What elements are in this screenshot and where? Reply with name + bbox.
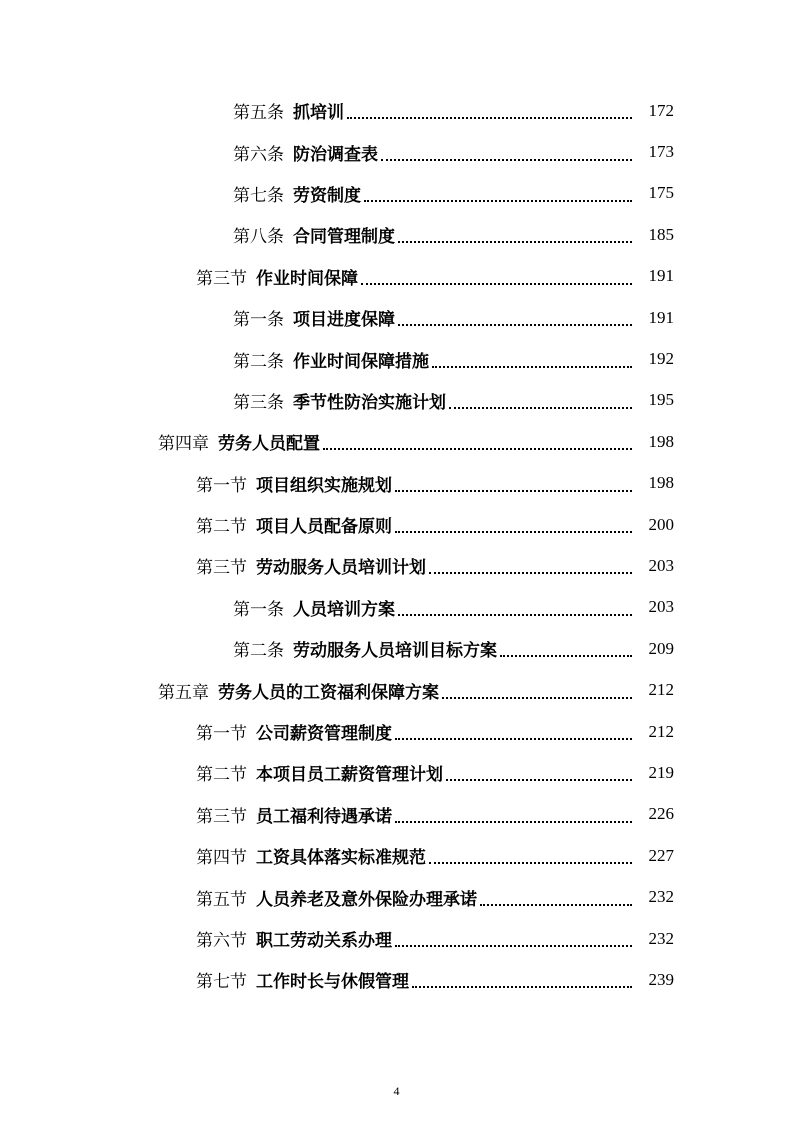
toc-entry-page: 212 [648,680,674,700]
toc-entry-page: 175 [648,183,674,203]
dot-leader [361,282,632,285]
toc-entry-number: 第五节 [196,889,247,910]
toc-entry-title: 防治调查表 [293,144,378,165]
toc-entry-number: 第一条 [233,310,284,331]
toc-entry-title: 作业时间保障 [256,268,358,289]
toc-entry-page: 227 [648,845,674,865]
toc-entry[interactable] [0,794,793,835]
toc-entry-title: 工作时长与休假管理 [256,972,409,993]
toc-entry-number: 第二条 [233,351,284,372]
toc-entry-number: 第五章 [158,682,209,703]
toc-entry-title: 季节性防治实施计划 [293,392,446,413]
dot-leader [446,778,632,781]
toc-entry[interactable] [0,338,793,379]
dot-leader [432,365,632,368]
toc-entry[interactable] [0,173,793,214]
toc-entry-title: 合同管理制度 [293,227,395,248]
toc-entry-title: 劳动服务人员培训目标方案 [293,641,497,662]
toc-entry-number: 第三条 [233,392,284,413]
toc-entry-number: 第六节 [196,931,247,951]
toc-entry-number: 第二节 [196,765,247,786]
dot-leader [449,406,632,409]
dot-leader [412,985,632,988]
dot-leader [395,489,632,492]
dot-leader [395,737,632,740]
toc-entry[interactable] [0,214,793,255]
toc-entry[interactable] [0,587,793,628]
toc-entry[interactable] [0,131,793,172]
toc-entry-title: 人员养老及意外保险办理承诺 [256,889,477,910]
toc-entry-title: 项目进度保障 [293,310,395,331]
toc-entry[interactable] [0,711,793,752]
toc-entry-number: 第五条 [233,103,284,124]
toc-entry-page: 200 [648,514,674,534]
toc-entry-number: 第二节 [196,517,247,538]
toc-entry[interactable] [0,380,793,421]
toc-entry-number: 第一节 [196,724,247,745]
toc-entry[interactable] [0,835,793,876]
toc-entry-title: 劳资制度 [293,185,361,206]
toc-entry-title: 公司薪资管理制度 [256,724,392,745]
dot-leader [500,654,632,657]
toc-entry-page: 185 [648,224,674,244]
dot-leader [480,903,632,906]
dot-leader [398,613,632,616]
toc-entry-number: 第三节 [196,558,247,579]
toc-entry-title: 人员培训方案 [293,599,395,620]
toc-entry-number: 第二条 [233,641,284,662]
toc-entry-title: 劳务人员配置 [218,434,320,455]
toc-entry-page: 219 [648,762,674,782]
toc-entry[interactable] [0,752,793,793]
toc-entry-page: 226 [648,804,674,824]
toc-entry-title: 项目组织实施规划 [256,475,392,496]
toc-entry-page: 232 [648,887,674,907]
toc-entry-number: 第一节 [196,475,247,496]
toc-entry-number: 第三节 [196,268,247,289]
dot-leader [395,530,632,533]
toc-entry-page: 198 [648,473,674,493]
toc-entry-number: 第一条 [233,599,284,620]
toc-entry-page: 212 [648,721,674,741]
toc-entry[interactable] [0,463,793,504]
toc-entry-page: 232 [648,928,674,948]
dot-leader [395,944,632,947]
dot-leader [381,158,632,161]
dot-leader [398,323,632,326]
toc-entry-title: 职工劳动关系办理 [256,931,392,951]
toc-entry[interactable] [0,628,793,669]
toc-entry-number: 第三节 [196,806,247,827]
toc-entry[interactable] [0,545,793,586]
toc-entry-number: 第八条 [233,227,284,248]
dot-leader [429,861,632,864]
toc-entry-title: 劳动服务人员培训计划 [256,558,426,579]
table-of-contents [0,90,793,1001]
toc-entry-title: 抓培训 [293,103,344,124]
toc-entry[interactable] [0,297,793,338]
toc-entry-page: 239 [648,969,674,989]
page-number: 4 [393,1084,400,1098]
toc-entry-number: 第七节 [196,972,247,993]
toc-entry-page: 203 [648,597,674,617]
toc-entry-title: 作业时间保障措施 [293,351,429,372]
toc-entry-page: 203 [648,555,674,575]
toc-entry[interactable] [0,421,793,462]
toc-entry[interactable] [0,918,793,959]
toc-entry[interactable] [0,669,793,710]
toc-entry-title: 本项目员工薪资管理计划 [256,765,443,786]
toc-entry-number: 第四节 [196,848,247,869]
toc-entry-number: 第七条 [233,185,284,206]
toc-entry-page: 209 [648,638,674,658]
dot-leader [429,571,632,574]
toc-entry[interactable] [0,876,793,917]
toc-entry-page: 192 [648,349,674,369]
dot-leader [347,116,632,119]
toc-entry[interactable] [0,90,793,131]
toc-entry-page: 191 [648,266,674,286]
dot-leader [323,447,632,450]
toc-entry-page: 198 [648,431,674,451]
toc-entry-title: 劳务人员的工资福利保障方案 [218,682,439,703]
dot-leader [442,696,632,699]
toc-entry-number: 第四章 [158,434,209,455]
toc-entry-title: 项目人员配备原则 [256,517,392,538]
toc-entry[interactable] [0,959,793,1000]
dot-leader [364,199,632,202]
toc-entry-title: 工资具体落实标准规范 [256,848,426,869]
toc-entry[interactable] [0,504,793,545]
toc-entry-page: 195 [648,390,674,410]
dot-leader [398,240,632,243]
toc-entry-page: 172 [648,100,674,120]
toc-entry-title: 员工福利待遇承诺 [256,806,392,827]
dot-leader [395,820,632,823]
toc-entry-page: 173 [648,142,674,162]
toc-entry-page: 191 [648,307,674,327]
toc-entry[interactable] [0,256,793,297]
toc-entry-number: 第六条 [233,144,284,165]
